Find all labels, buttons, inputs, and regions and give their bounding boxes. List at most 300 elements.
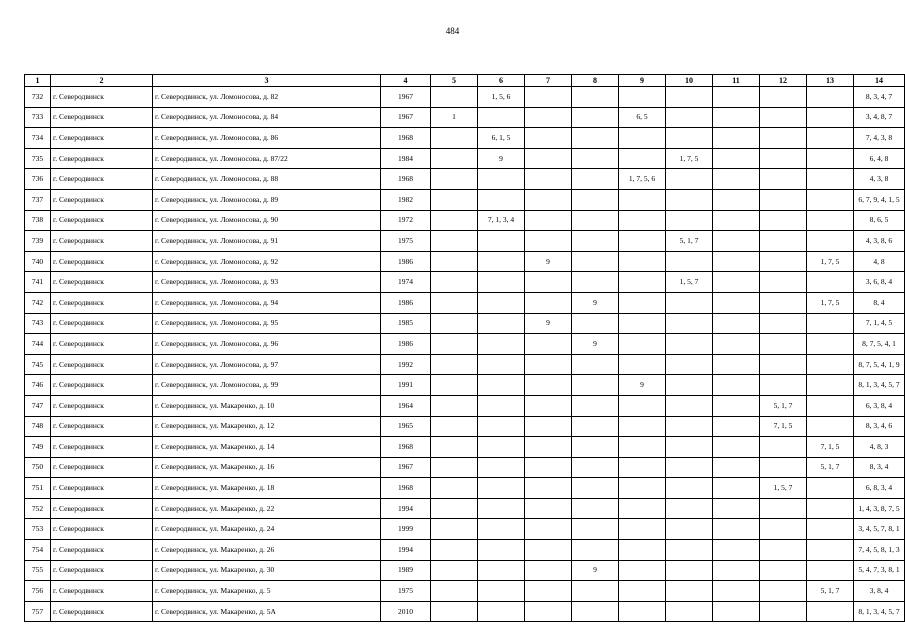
- table-cell-col-3: г. Северодвинск, ул. Макаренко, д. 26: [153, 540, 381, 561]
- table-cell-col-1: 734: [25, 128, 51, 149]
- table-cell-col-11: [713, 292, 760, 313]
- table-cell-col-10: [666, 251, 713, 272]
- table-cell-col-8: [572, 395, 619, 416]
- table-cell-col-4: 1965: [381, 416, 431, 437]
- table-cell-col-4: 1985: [381, 313, 431, 334]
- column-header-11: 11: [713, 75, 760, 87]
- table-cell-col-14: 3, 8, 4: [854, 581, 905, 602]
- table-cell-col-7: [525, 478, 572, 499]
- table-cell-col-11: [713, 437, 760, 458]
- table-cell-col-5: [431, 189, 478, 210]
- table-cell-col-11: [713, 581, 760, 602]
- table-cell-col-8: [572, 107, 619, 128]
- table-cell-col-8: [572, 128, 619, 149]
- table-cell-col-13: [807, 87, 854, 108]
- table-cell-col-2: г. Северодвинск: [51, 231, 153, 252]
- table-cell-col-14: 8, 1, 3, 4, 5, 7: [854, 375, 905, 396]
- table-cell-col-12: [760, 231, 807, 252]
- table-cell-col-5: [431, 210, 478, 231]
- table-cell-col-9: 9: [619, 375, 666, 396]
- table-cell-col-13: [807, 519, 854, 540]
- table-cell-col-5: [431, 457, 478, 478]
- table-cell-col-3: г. Северодвинск, ул. Ломоносова, д. 82: [153, 87, 381, 108]
- table-cell-col-4: 1968: [381, 437, 431, 458]
- table-cell-col-5: 1: [431, 107, 478, 128]
- table-row: [25, 354, 905, 375]
- table-cell-col-14: 3, 6, 8, 4: [854, 272, 905, 293]
- table-cell-col-5: [431, 478, 478, 499]
- table-cell-col-9: [619, 148, 666, 169]
- table-cell-col-5: [431, 169, 478, 190]
- table-cell-col-9: [619, 498, 666, 519]
- table-cell-col-5: [431, 313, 478, 334]
- table-cell-col-11: [713, 519, 760, 540]
- table-cell-col-8: [572, 231, 619, 252]
- table-cell-col-5: [431, 395, 478, 416]
- table-cell-col-7: [525, 148, 572, 169]
- table-cell-col-13: [807, 478, 854, 499]
- table-cell-col-2: г. Северодвинск: [51, 251, 153, 272]
- table-cell-col-1: 732: [25, 87, 51, 108]
- table-cell-col-6: [478, 478, 525, 499]
- table-cell-col-3: г. Северодвинск, ул. Ломоносова, д. 90: [153, 210, 381, 231]
- table-cell-col-7: [525, 210, 572, 231]
- table-cell-col-11: [713, 416, 760, 437]
- table-cell-col-2: г. Северодвинск: [51, 601, 153, 622]
- table-cell-col-1: 756: [25, 581, 51, 602]
- table-cell-col-14: 4, 3, 8: [854, 169, 905, 190]
- table-cell-col-7: [525, 189, 572, 210]
- table-cell-col-14: 8, 3, 4: [854, 457, 905, 478]
- table-cell-col-3: г. Северодвинск, ул. Макаренко, д. 16: [153, 457, 381, 478]
- table-cell-col-13: [807, 354, 854, 375]
- table-cell-col-7: [525, 87, 572, 108]
- table-cell-col-11: [713, 251, 760, 272]
- table-cell-col-14: 6, 8, 3, 4: [854, 478, 905, 499]
- table-cell-col-10: 5, 1, 7: [666, 231, 713, 252]
- table-row: [25, 478, 905, 499]
- table-cell-col-6: [478, 189, 525, 210]
- table-cell-col-10: [666, 457, 713, 478]
- table-cell-col-13: [807, 375, 854, 396]
- table-row: [25, 334, 905, 355]
- table-cell-col-5: [431, 354, 478, 375]
- table-cell-col-4: 1994: [381, 498, 431, 519]
- table-cell-col-9: [619, 334, 666, 355]
- table-cell-col-11: [713, 334, 760, 355]
- table-row: [25, 498, 905, 519]
- table-cell-col-7: [525, 169, 572, 190]
- table-cell-col-3: г. Северодвинск, ул. Макаренко, д. 12: [153, 416, 381, 437]
- table-cell-col-9: [619, 437, 666, 458]
- table-cell-col-6: [478, 375, 525, 396]
- table-cell-col-2: г. Северодвинск: [51, 189, 153, 210]
- table-cell-col-4: 1967: [381, 107, 431, 128]
- table-cell-col-10: [666, 437, 713, 458]
- table-cell-col-1: 754: [25, 540, 51, 561]
- table-cell-col-8: [572, 601, 619, 622]
- table-cell-col-8: [572, 437, 619, 458]
- table-cell-col-7: [525, 292, 572, 313]
- table-cell-col-11: [713, 87, 760, 108]
- table-cell-col-4: 1982: [381, 189, 431, 210]
- table-cell-col-14: 8, 3, 4, 6: [854, 416, 905, 437]
- table-cell-col-1: 755: [25, 560, 51, 581]
- table-row: [25, 457, 905, 478]
- table-cell-col-4: 1992: [381, 354, 431, 375]
- table-cell-col-3: г. Северодвинск, ул. Ломоносова, д. 92: [153, 251, 381, 272]
- table-cell-col-9: [619, 581, 666, 602]
- table-cell-col-4: 1967: [381, 87, 431, 108]
- table-cell-col-6: [478, 416, 525, 437]
- table-cell-col-3: г. Северодвинск, ул. Ломоносова, д. 93: [153, 272, 381, 293]
- table-cell-col-12: [760, 375, 807, 396]
- table-cell-col-3: г. Северодвинск, ул. Макаренко, д. 18: [153, 478, 381, 499]
- table-cell-col-14: 8, 1, 3, 4, 5, 7: [854, 601, 905, 622]
- table-cell-col-2: г. Северодвинск: [51, 334, 153, 355]
- table-cell-col-14: 8, 7, 5, 4, 1, 9: [854, 354, 905, 375]
- table-cell-col-3: г. Северодвинск, ул. Макаренко, д. 5: [153, 581, 381, 602]
- table-cell-col-5: [431, 581, 478, 602]
- table-cell-col-2: г. Северодвинск: [51, 457, 153, 478]
- column-header-4: 4: [381, 75, 431, 87]
- table-cell-col-13: [807, 189, 854, 210]
- table-cell-col-9: [619, 540, 666, 561]
- table-cell-col-6: [478, 437, 525, 458]
- table-cell-col-13: [807, 272, 854, 293]
- table-cell-col-14: 7, 1, 4, 5: [854, 313, 905, 334]
- table-cell-col-8: [572, 354, 619, 375]
- table-row: [25, 519, 905, 540]
- table-cell-col-10: 1, 7, 5: [666, 148, 713, 169]
- table-cell-col-1: 749: [25, 437, 51, 458]
- table-cell-col-1: 747: [25, 395, 51, 416]
- column-header-12: 12: [760, 75, 807, 87]
- table-cell-col-14: 5, 4, 7, 3, 8, 1: [854, 560, 905, 581]
- table-cell-col-9: [619, 313, 666, 334]
- table-cell-col-5: [431, 416, 478, 437]
- table-cell-col-13: [807, 210, 854, 231]
- table-cell-col-6: [478, 251, 525, 272]
- table-row: [25, 251, 905, 272]
- table-row: [25, 437, 905, 458]
- table-cell-col-11: [713, 189, 760, 210]
- table-cell-col-4: 1994: [381, 540, 431, 561]
- table-cell-col-1: 753: [25, 519, 51, 540]
- table-cell-col-3: г. Северодвинск, ул. Макаренко, д. 30: [153, 560, 381, 581]
- table-row: [25, 148, 905, 169]
- table-cell-col-14: 8, 7, 5, 4, 1: [854, 334, 905, 355]
- table-cell-col-3: г. Северодвинск, ул. Ломоносова, д. 86: [153, 128, 381, 149]
- table-cell-col-8: [572, 498, 619, 519]
- table-cell-col-11: [713, 354, 760, 375]
- table-cell-col-13: [807, 498, 854, 519]
- table-cell-col-7: 9: [525, 313, 572, 334]
- table-cell-col-10: [666, 540, 713, 561]
- table-cell-col-2: г. Северодвинск: [51, 375, 153, 396]
- table-cell-col-2: г. Северодвинск: [51, 478, 153, 499]
- table-cell-col-7: [525, 375, 572, 396]
- table-cell-col-6: [478, 354, 525, 375]
- table-cell-col-11: [713, 560, 760, 581]
- table-cell-col-1: 744: [25, 334, 51, 355]
- table-cell-col-11: [713, 540, 760, 561]
- table-cell-col-14: 6, 7, 9, 4, 1, 5: [854, 189, 905, 210]
- table-cell-col-9: [619, 560, 666, 581]
- table-cell-col-13: [807, 560, 854, 581]
- column-header-5: 5: [431, 75, 478, 87]
- table-cell-col-4: 1991: [381, 375, 431, 396]
- table-cell-col-10: [666, 189, 713, 210]
- table-cell-col-14: 8, 4: [854, 292, 905, 313]
- table-cell-col-5: [431, 87, 478, 108]
- table-cell-col-6: [478, 231, 525, 252]
- table-cell-col-7: [525, 128, 572, 149]
- table-cell-col-7: [525, 334, 572, 355]
- page-number: 484: [445, 26, 460, 36]
- table-cell-col-3: г. Северодвинск, ул. Ломоносова, д. 94: [153, 292, 381, 313]
- table-cell-col-7: [525, 416, 572, 437]
- table-cell-col-1: 757: [25, 601, 51, 622]
- table-cell-col-5: [431, 292, 478, 313]
- table-cell-col-13: [807, 107, 854, 128]
- table-row: [25, 313, 905, 334]
- table-cell-col-10: [666, 519, 713, 540]
- table-cell-col-12: [760, 107, 807, 128]
- table-row: [25, 169, 905, 190]
- table-cell-col-14: 7, 4, 3, 8: [854, 128, 905, 149]
- table-cell-col-12: [760, 354, 807, 375]
- table-cell-col-1: 739: [25, 231, 51, 252]
- table-cell-col-8: [572, 189, 619, 210]
- table-cell-col-10: [666, 334, 713, 355]
- table-cell-col-8: [572, 272, 619, 293]
- column-header-9: 9: [619, 75, 666, 87]
- table-cell-col-3: г. Северодвинск, ул. Ломоносова, д. 87/22: [153, 148, 381, 169]
- table-cell-col-3: г. Северодвинск, ул. Ломоносова, д. 96: [153, 334, 381, 355]
- table-cell-col-1: 740: [25, 251, 51, 272]
- table-cell-col-14: 3, 4, 8, 7: [854, 107, 905, 128]
- table-cell-col-1: 735: [25, 148, 51, 169]
- table-cell-col-3: г. Северодвинск, ул. Макаренко, д. 5А: [153, 601, 381, 622]
- column-header-6: 6: [478, 75, 525, 87]
- table-cell-col-3: г. Северодвинск, ул. Макаренко, д. 10: [153, 395, 381, 416]
- table-cell-col-4: 1984: [381, 148, 431, 169]
- table-cell-col-5: [431, 540, 478, 561]
- table-cell-col-2: г. Северодвинск: [51, 416, 153, 437]
- table-cell-col-8: [572, 457, 619, 478]
- table-cell-col-1: 737: [25, 189, 51, 210]
- registry-table: [24, 74, 905, 622]
- table-cell-col-11: [713, 169, 760, 190]
- table-cell-col-1: 736: [25, 169, 51, 190]
- column-header-14: 14: [854, 75, 905, 87]
- table-cell-col-11: [713, 498, 760, 519]
- table-cell-col-7: 9: [525, 251, 572, 272]
- table-cell-col-1: 742: [25, 292, 51, 313]
- table-cell-col-4: 1986: [381, 292, 431, 313]
- table-cell-col-6: [478, 107, 525, 128]
- table-row: [25, 87, 905, 108]
- table-cell-col-9: [619, 128, 666, 149]
- table-cell-col-2: г. Северодвинск: [51, 560, 153, 581]
- table-cell-col-7: [525, 519, 572, 540]
- table-cell-col-1: 750: [25, 457, 51, 478]
- column-header-2: 2: [51, 75, 153, 87]
- table-cell-col-13: [807, 334, 854, 355]
- table-cell-col-6: [478, 272, 525, 293]
- table-cell-col-1: 746: [25, 375, 51, 396]
- table-cell-col-14: 6, 4, 8: [854, 148, 905, 169]
- table-cell-col-7: [525, 272, 572, 293]
- table-cell-col-11: [713, 395, 760, 416]
- table-cell-col-7: [525, 498, 572, 519]
- table-cell-col-9: [619, 416, 666, 437]
- table-cell-col-3: г. Северодвинск, ул. Макаренко, д. 22: [153, 498, 381, 519]
- table-row: [25, 128, 905, 149]
- table-cell-col-6: [478, 560, 525, 581]
- table-cell-col-10: [666, 416, 713, 437]
- table-cell-col-5: [431, 334, 478, 355]
- table-cell-col-8: [572, 540, 619, 561]
- table-cell-col-6: 6, 1, 5: [478, 128, 525, 149]
- table-cell-col-12: [760, 148, 807, 169]
- table-cell-col-13: 1, 7, 5: [807, 292, 854, 313]
- table-cell-col-10: [666, 375, 713, 396]
- table-cell-col-12: [760, 498, 807, 519]
- table-cell-col-9: [619, 457, 666, 478]
- table-cell-col-11: [713, 107, 760, 128]
- table-cell-col-13: 7, 1, 5: [807, 437, 854, 458]
- table-cell-col-9: 1, 7, 5, 6: [619, 169, 666, 190]
- table-cell-col-2: г. Северодвинск: [51, 498, 153, 519]
- table-cell-col-3: г. Северодвинск, ул. Макаренко, д. 24: [153, 519, 381, 540]
- table-cell-col-2: г. Северодвинск: [51, 395, 153, 416]
- table-cell-col-6: [478, 395, 525, 416]
- table-cell-col-4: 1968: [381, 128, 431, 149]
- table-cell-col-1: 738: [25, 210, 51, 231]
- table-cell-col-10: [666, 395, 713, 416]
- table-cell-col-4: 1967: [381, 457, 431, 478]
- table-cell-col-13: 5, 1, 7: [807, 457, 854, 478]
- table-cell-col-3: г. Северодвинск, ул. Ломоносова, д. 97: [153, 354, 381, 375]
- table-cell-col-12: 1, 5, 7: [760, 478, 807, 499]
- table-cell-col-14: 1, 4, 3, 8, 7, 5: [854, 498, 905, 519]
- table-cell-col-13: [807, 395, 854, 416]
- table-cell-col-6: [478, 457, 525, 478]
- header-row: [25, 75, 905, 87]
- table-cell-col-8: 9: [572, 292, 619, 313]
- table-cell-col-8: [572, 478, 619, 499]
- table-cell-col-13: [807, 313, 854, 334]
- table-cell-col-9: [619, 251, 666, 272]
- table-cell-col-10: [666, 210, 713, 231]
- column-header-3: 3: [153, 75, 381, 87]
- table-cell-col-2: г. Северодвинск: [51, 148, 153, 169]
- column-header-1: 1: [25, 75, 51, 87]
- table-cell-col-11: [713, 128, 760, 149]
- table-cell-col-13: 1, 7, 5: [807, 251, 854, 272]
- table-row: [25, 107, 905, 128]
- table-cell-col-6: [478, 498, 525, 519]
- table-cell-col-1: 748: [25, 416, 51, 437]
- table-cell-col-2: г. Северодвинск: [51, 519, 153, 540]
- table-cell-col-4: 1968: [381, 169, 431, 190]
- table-cell-col-13: [807, 169, 854, 190]
- table-cell-col-5: [431, 251, 478, 272]
- table-cell-col-8: [572, 148, 619, 169]
- table-cell-col-6: [478, 334, 525, 355]
- table-cell-col-6: [478, 169, 525, 190]
- table-cell-col-4: 1968: [381, 478, 431, 499]
- table-cell-col-10: [666, 354, 713, 375]
- table-cell-col-3: г. Северодвинск, ул. Ломоносова, д. 95: [153, 313, 381, 334]
- table-cell-col-4: 1986: [381, 251, 431, 272]
- table-cell-col-12: [760, 581, 807, 602]
- table-cell-col-1: 751: [25, 478, 51, 499]
- table-cell-col-8: [572, 581, 619, 602]
- table-cell-col-13: [807, 231, 854, 252]
- table-cell-col-4: 2010: [381, 601, 431, 622]
- table-cell-col-10: [666, 581, 713, 602]
- table-row: [25, 189, 905, 210]
- table-cell-col-10: [666, 169, 713, 190]
- table-cell-col-2: г. Северодвинск: [51, 128, 153, 149]
- table-cell-col-2: г. Северодвинск: [51, 354, 153, 375]
- table-cell-col-13: [807, 540, 854, 561]
- table-cell-col-8: 9: [572, 334, 619, 355]
- table-cell-col-12: [760, 519, 807, 540]
- table-cell-col-5: [431, 375, 478, 396]
- table-cell-col-6: 7, 1, 3, 4: [478, 210, 525, 231]
- table-cell-col-7: [525, 395, 572, 416]
- table-cell-col-14: 3, 4, 5, 7, 8, 1: [854, 519, 905, 540]
- table-cell-col-12: [760, 437, 807, 458]
- table-cell-col-6: 1, 5, 6: [478, 87, 525, 108]
- table-cell-col-5: [431, 560, 478, 581]
- table-cell-col-12: [760, 189, 807, 210]
- table-cell-col-1: 743: [25, 313, 51, 334]
- table-cell-col-9: [619, 272, 666, 293]
- table-cell-col-3: г. Северодвинск, ул. Макаренко, д. 14: [153, 437, 381, 458]
- table-cell-col-13: [807, 128, 854, 149]
- table-cell-col-14: 7, 4, 5, 8, 1, 3: [854, 540, 905, 561]
- table-cell-col-9: [619, 354, 666, 375]
- table-cell-col-11: [713, 231, 760, 252]
- table-cell-col-3: г. Северодвинск, ул. Ломоносова, д. 84: [153, 107, 381, 128]
- table-cell-col-9: [619, 231, 666, 252]
- table-cell-col-9: 6, 5: [619, 107, 666, 128]
- table-cell-col-11: [713, 148, 760, 169]
- table-cell-col-5: [431, 148, 478, 169]
- table-cell-col-12: 7, 1, 5: [760, 416, 807, 437]
- table-cell-col-14: 4, 8, 3: [854, 437, 905, 458]
- table-cell-col-11: [713, 457, 760, 478]
- table-cell-col-12: [760, 540, 807, 561]
- table-cell-col-12: [760, 292, 807, 313]
- table-row: [25, 292, 905, 313]
- table-cell-col-6: [478, 519, 525, 540]
- table-row: [25, 581, 905, 602]
- table-cell-col-7: [525, 231, 572, 252]
- table-cell-col-3: г. Северодвинск, ул. Ломоносова, д. 89: [153, 189, 381, 210]
- table-row: [25, 272, 905, 293]
- table-cell-col-7: [525, 354, 572, 375]
- table-cell-col-4: 1964: [381, 395, 431, 416]
- table-cell-col-14: 8, 6, 5: [854, 210, 905, 231]
- table-cell-col-6: 9: [478, 148, 525, 169]
- table-cell-col-6: [478, 581, 525, 602]
